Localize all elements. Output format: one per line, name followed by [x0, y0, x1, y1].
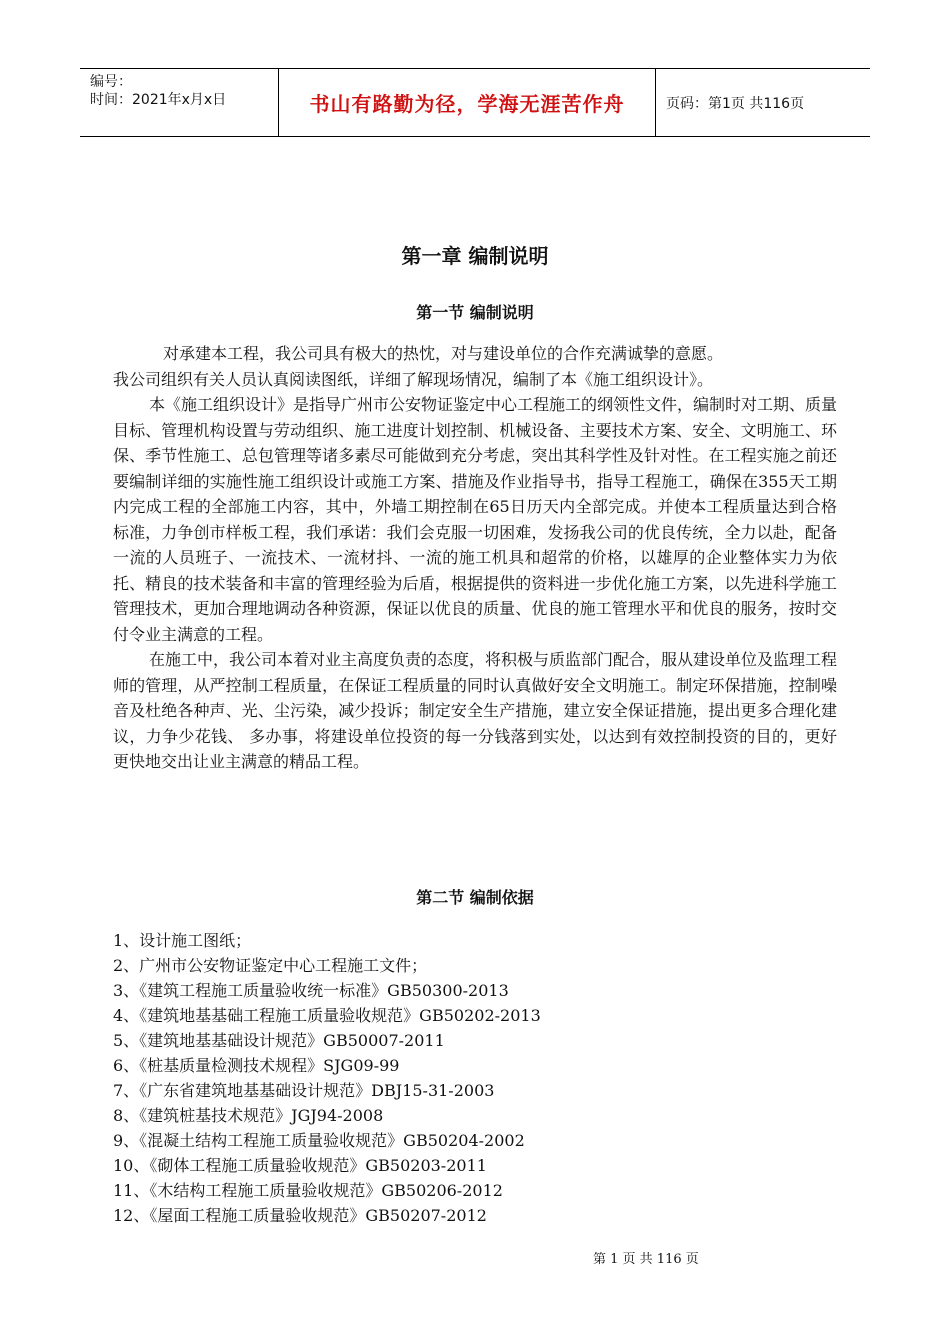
list-item: 7、《广东省建筑地基基础设计规范》DBJ15-31-2003 [113, 1081, 495, 1100]
list-item: 6、《桩基质量检测技术规程》SJG09-99 [113, 1056, 400, 1075]
section-2-title: 第二节 编制依据 [416, 888, 534, 907]
chapter-title: 第一章 编制说明 [401, 244, 549, 268]
list-item: 4、《建筑地基基础工程施工质量验收规范》GB50202-2013 [113, 1006, 541, 1025]
paragraph: 我公司组织有关人员认真阅读图纸，详细了解现场情况，编制了本《施工组织设计》。 [113, 369, 714, 389]
list-item: 2、广州市公安物证鉴定中心工程施工文件； [113, 956, 428, 975]
list-item: 8、《建筑桩基技术规范》JGJ94-2008 [113, 1106, 384, 1125]
document-date: 时间：2021年x月x日 [90, 92, 227, 108]
list-item: 3、《建筑工程施工质量验收统一标准》GB50300-2013 [113, 981, 509, 1000]
section-1-body [113, 341, 837, 775]
list-item: 1、设计施工图纸； [113, 931, 252, 950]
header-meta [80, 69, 278, 136]
document-code-label: 编号： [90, 74, 132, 90]
page-footer: 第 1 页 共 116 页 [593, 1252, 699, 1267]
paragraph: 对承建本工程，我公司具有极大的热忱，对与建设单位的合作充满诚挚的意愿。 [163, 344, 724, 363]
header-page-info: 页码：第1页 共116页 [666, 95, 805, 112]
page-header [80, 68, 870, 137]
header-motto: 书山有路勤为径，学海无涯苦作舟 [309, 92, 625, 116]
list-item: 9、《混凝土结构工程施工质量验收规范》GB50204-2002 [113, 1131, 525, 1150]
reference-list [113, 928, 837, 1228]
list-item: 5、《建筑地基基础设计规范》GB50007-2011 [113, 1031, 445, 1050]
list-item: 10、《砌体工程施工质量验收规范》GB50203-2011 [113, 1156, 487, 1175]
paragraph: 本《施工组织设计》是指导广州市公安物证鉴定中心工程施工的纲领性文件，编制时对工期、质量目标、管理机构设置与劳动组织、施工进度计划控制、机械设备、主要技术方案、安全、文明施工、环保、季节性施工、总包管理等诸多素尽可能做到充分考虑，突出其科学性及针对性。在工程实施之前还要编制详细的实施性施工组织设计或施工方案、措施及作业指导书，指导工程施工，确保在355天工期内完成工程的全部施工内容，其中，外墙工期控制在65日历天内全部完成。并使本工程质量达到合格标准，力争创市样板工程，我们承诺：我们会克服一切困难，发扬我公司的优良传统，全力以赴，配备一流的人员班子、一流技术、一流材抖、一流的施工机具和超常的价格，以雄厚的企业整体实力为依托、精良的技术装备和丰富的管理经验为后盾，根据提供的资料进一步优化施工方案，以先进科学施工管理技术，更加合理地调动各种资源，保证以优良的质量、优良的施工管理水平和优良的服务，按时交付令业主满意的工程。 [113, 395, 838, 644]
list-item: 11、《木结构工程施工质量验收规范》GB50206-2012 [113, 1181, 503, 1200]
header-divider [655, 69, 656, 136]
paragraph: 在施工中，我公司本着对业主高度负责的态度，将积极与质监部门配合，服从建设单位及监理工程师的管理，从严控制工程质量，在保证工程质量的同时认真做好安全文明施工。制定环保措施，控制噪音及杜绝各种声、光、尘污染，减少投诉；制定安全生产措施，建立安全保证措施，提出更多合理化建议，力争少花钱、 多办事，将建设单位投资的每一分钱落到实处，以达到有效控制投资的目的，更好更快地交出让业主满意的精品工程。 [113, 650, 838, 771]
list-item: 12、《屋面工程施工质量验收规范》GB50207-2012 [113, 1206, 487, 1225]
section-1-title: 第一节 编制说明 [416, 303, 534, 322]
